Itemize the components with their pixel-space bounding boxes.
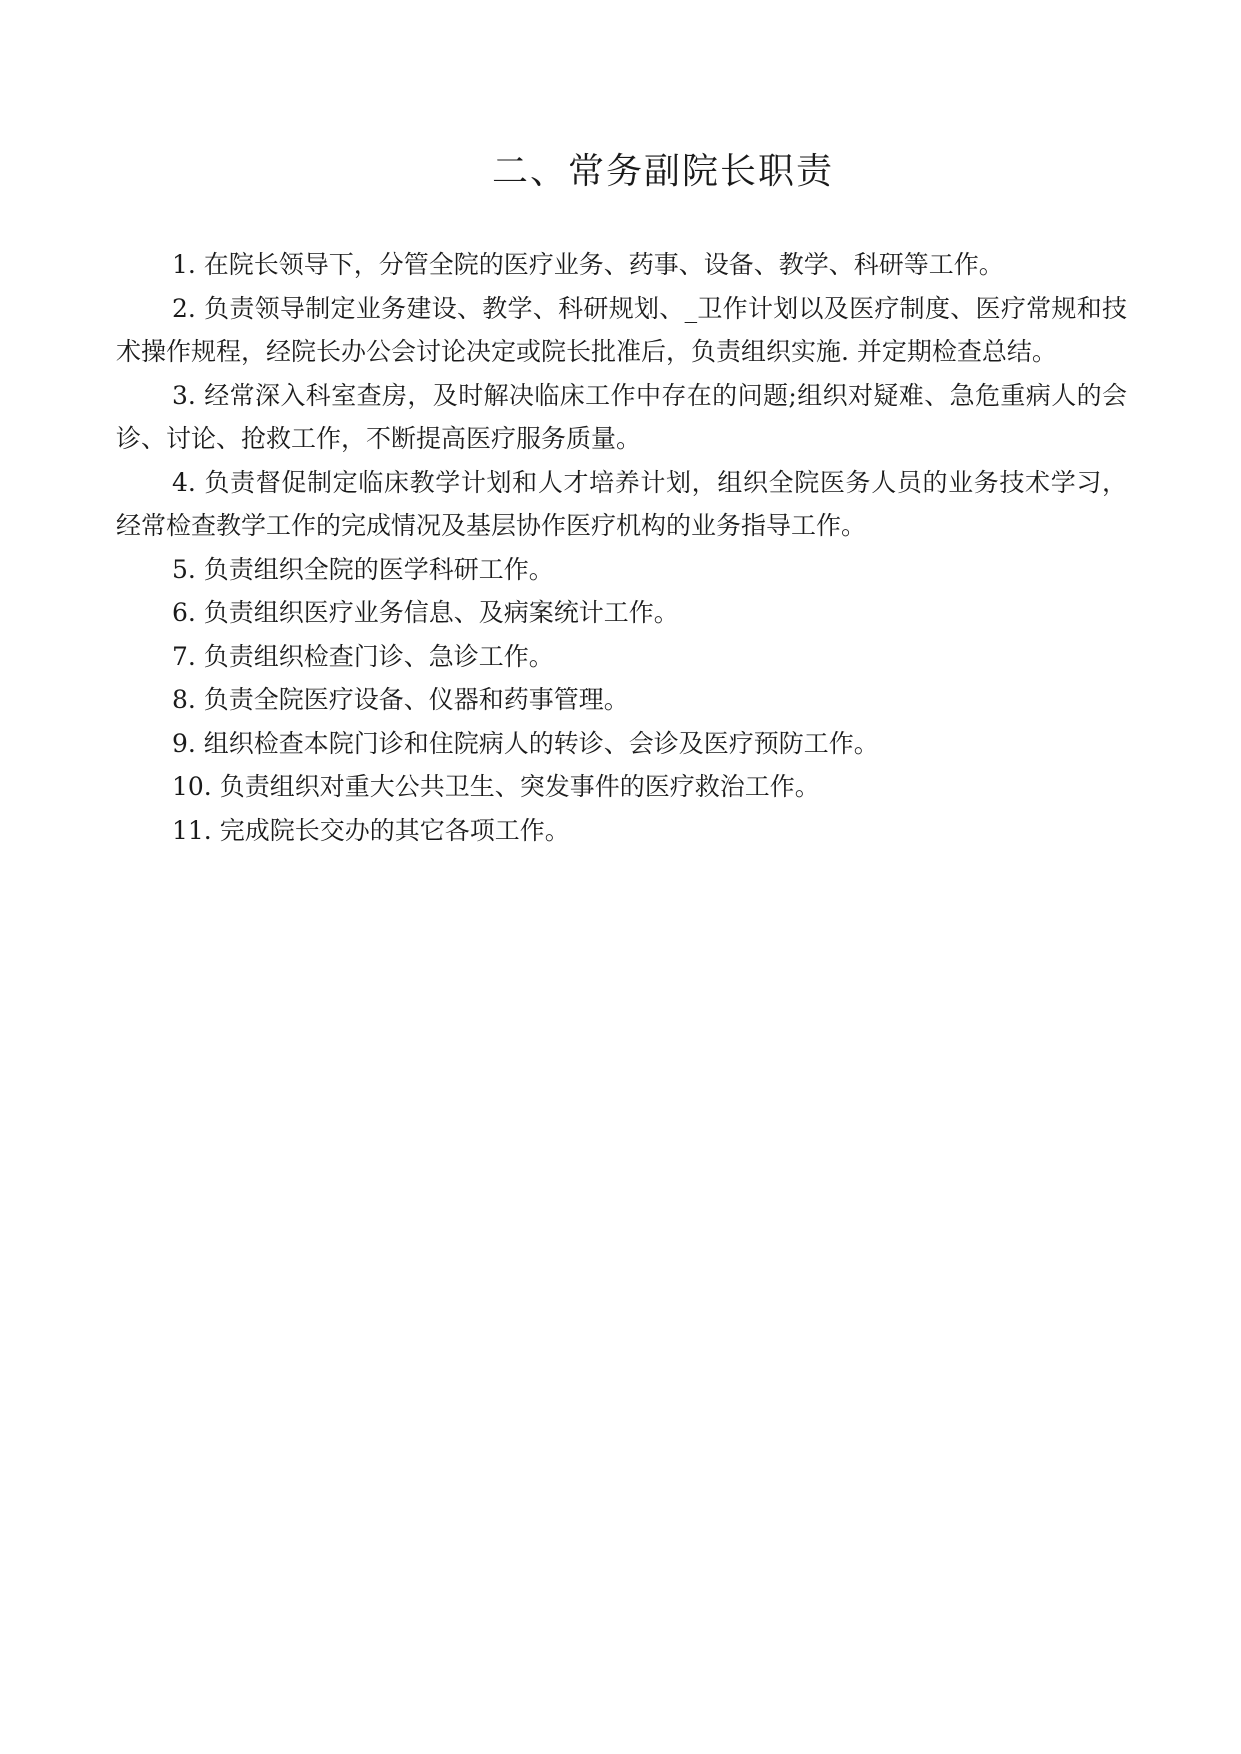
duty-item-11: 11. 完成院长交办的其它各项工作。: [172, 815, 570, 845]
duty-item-5: 5. 负责组织全院的医学科研工作。: [172, 554, 554, 584]
duty-item-2: 2. 负责领导制定业务建设、教学、科研规划、_卫作计划以及医疗制度、医疗常规和技术操作规程，经院长办公会讨论决定或院长批准后，负责组织实施. 并定期检查总结。: [116, 293, 1127, 366]
duty-item-9: 9. 组织检查本院门诊和住院病人的转诊、会诊及医疗预防工作。: [172, 728, 879, 758]
duty-item-7: 7. 负责组织检查门诊、急诊工作。: [172, 641, 554, 671]
duty-item-8: 8. 负责全院医疗设备、仪器和药事管理。: [172, 685, 629, 714]
duty-item-3: 3. 经常深入科室查房，及时解决临床工作中存在的问题;组织对疑难、急危重病人的会诊、讨论、抢救工作，不断提高医疗服务质量。: [116, 380, 1127, 453]
duty-item-6: 6. 负责组织医疗业务信息、及病案统计工作。: [172, 598, 679, 627]
document-body: [116, 243, 1127, 852]
document-title: 二、常务副院长职责: [491, 151, 834, 192]
duty-item-4: 4. 负责督促制定临床教学计划和人才培养计划，组织全院医务人员的业务技术学习，经常检查教学工作的完成情况及基层协作医疗机构的业务指导工作。: [116, 467, 1127, 540]
duty-item-1: 1. 在院长领导下，分管全院的医疗业务、药事、设备、教学、科研等工作。: [172, 250, 1004, 279]
duty-item-10: 10. 负责组织对重大公共卫生、突发事件的医疗救治工作。: [172, 772, 820, 801]
